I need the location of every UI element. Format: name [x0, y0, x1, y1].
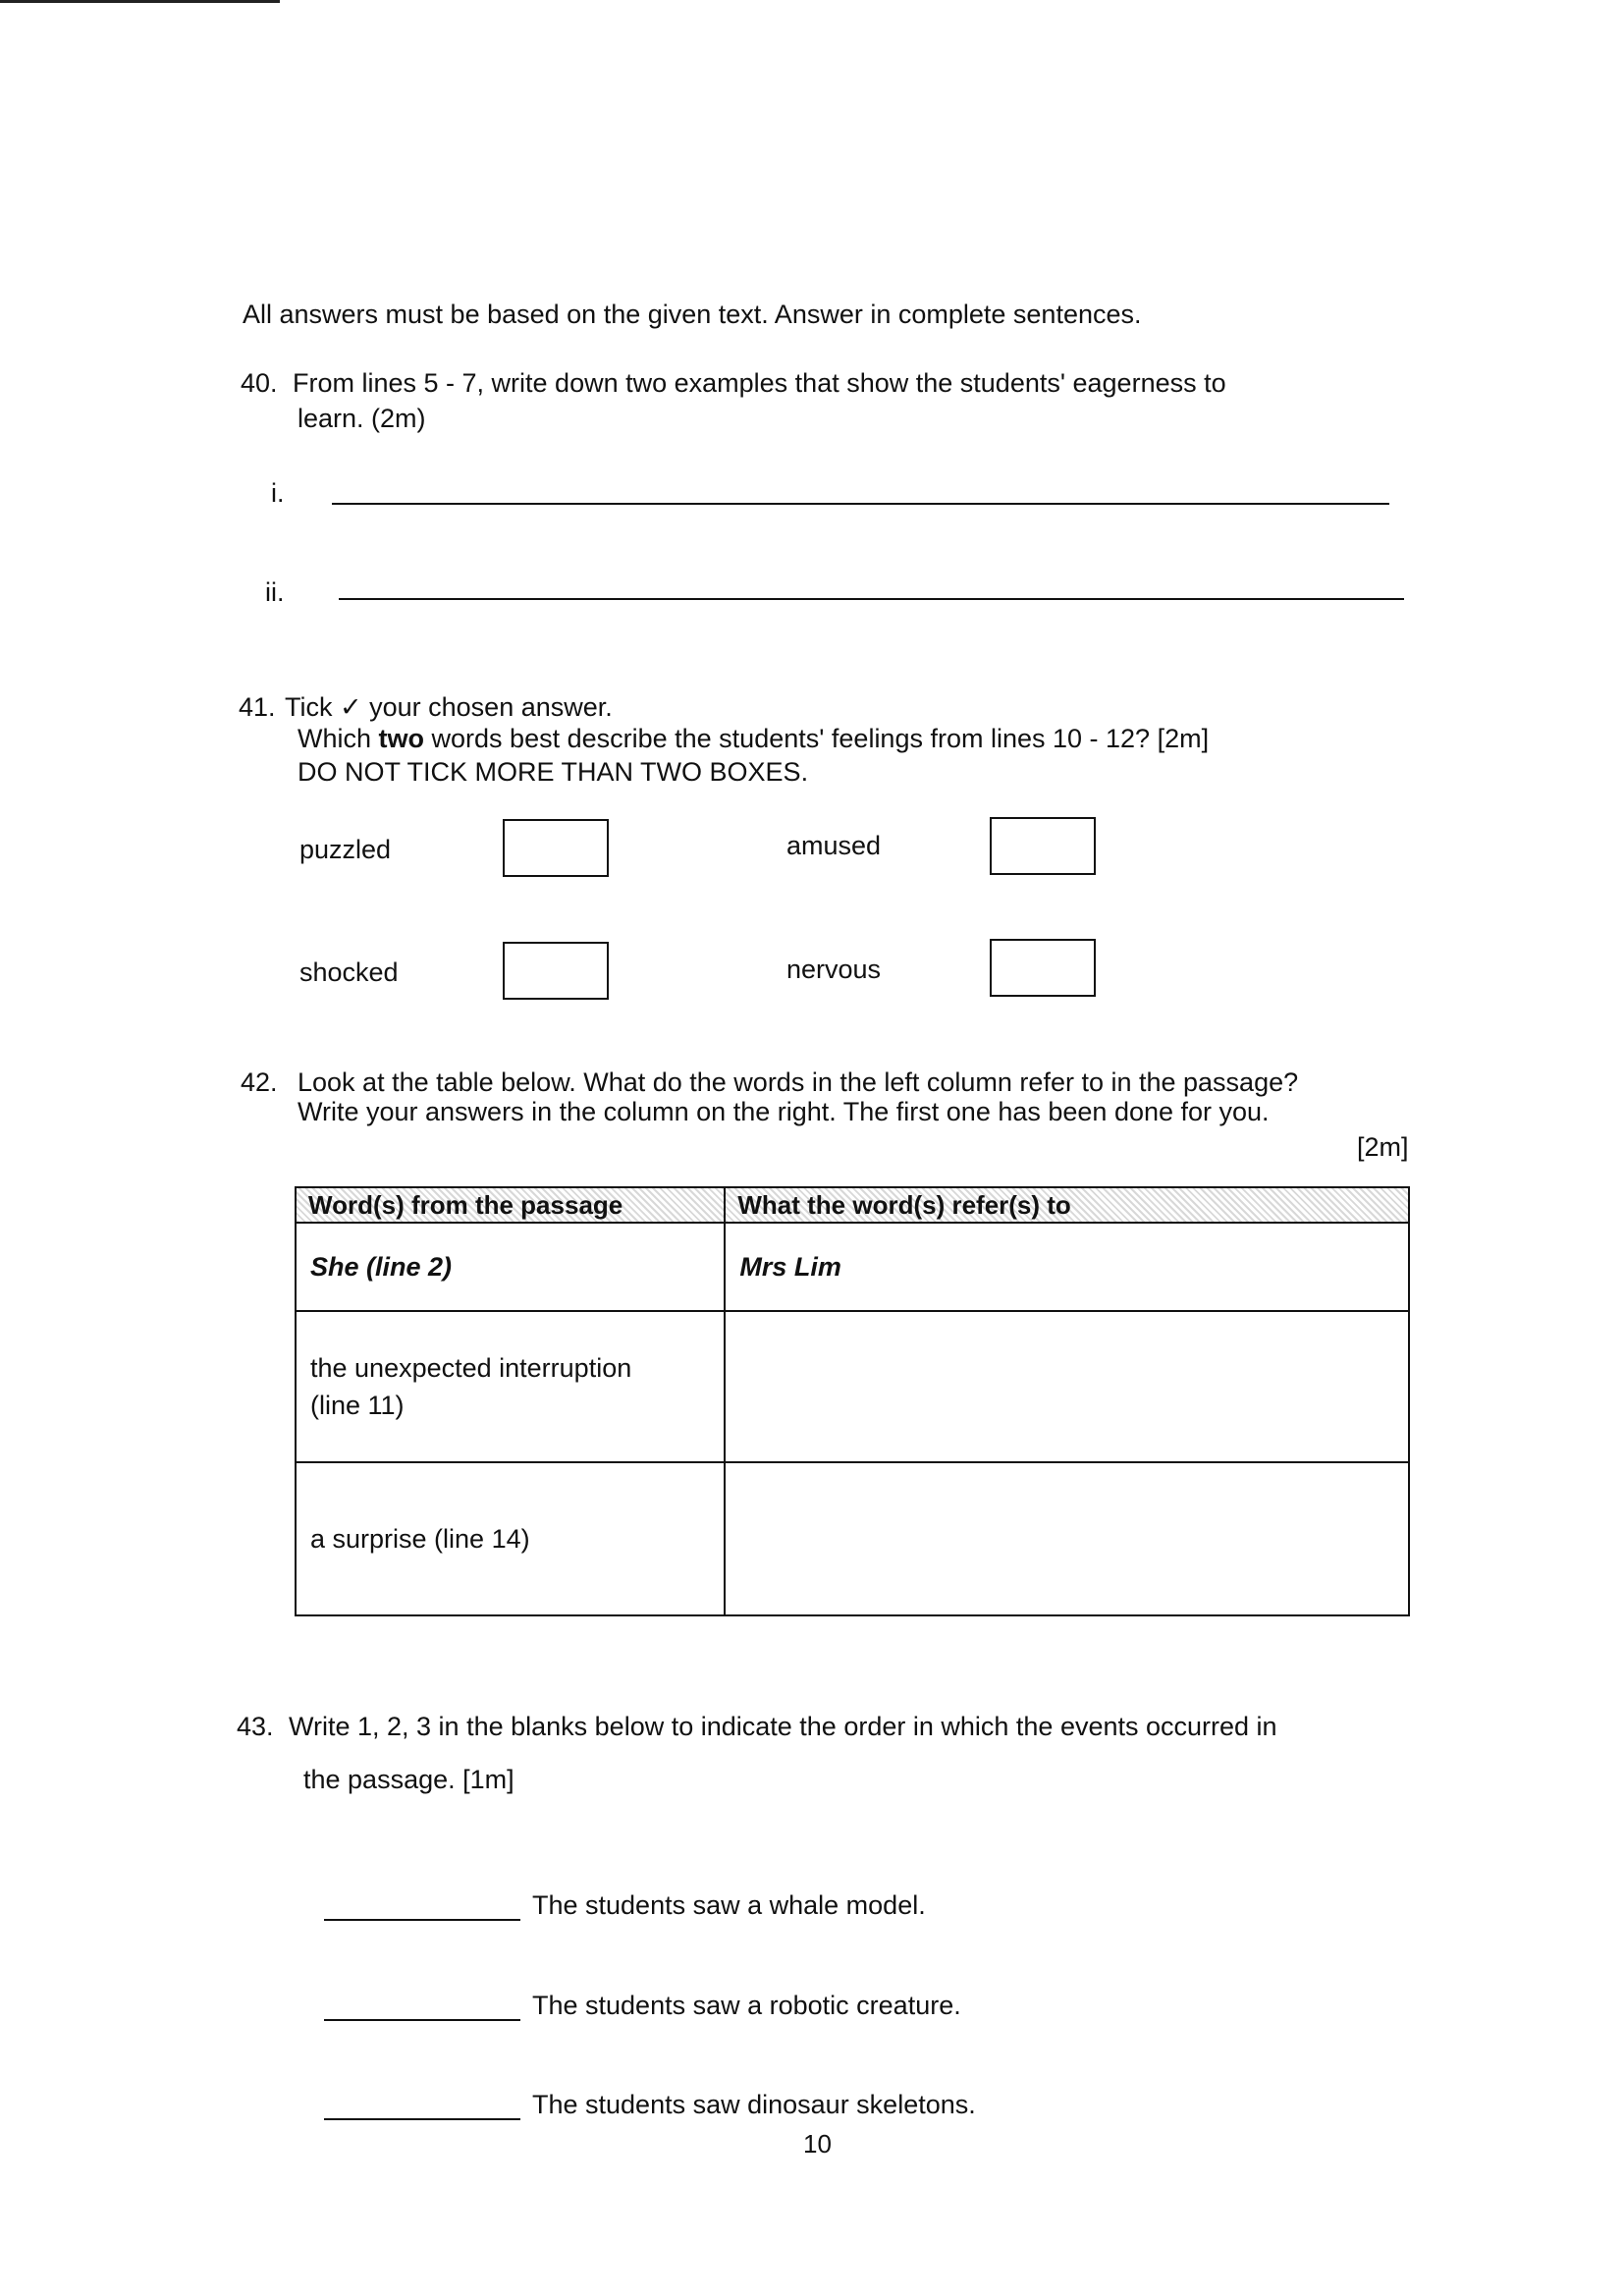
tickbox-shocked[interactable]: [503, 942, 609, 1000]
event-text: The students saw dinosaur skeletons.: [532, 2090, 976, 2119]
q41-line2-after: words best describe the students' feelings from lines 10 - 12? [2m]: [424, 724, 1210, 753]
option-label-nervous: nervous: [786, 955, 882, 984]
table-row: [296, 1223, 1409, 1311]
table-header-refers: What the word(s) refer(s) to: [725, 1187, 1409, 1223]
q40-answer-label-i: i.: [271, 478, 285, 508]
table-cell-answer[interactable]: [725, 1311, 1409, 1462]
q41-line1: Tick ✓ your chosen answer.: [285, 692, 613, 722]
table-cell-word-line1: the unexpected interruption: [310, 1353, 632, 1383]
q40-text-line1: From lines 5 - 7, write down two examples that show the students' eagerness to: [293, 368, 1226, 398]
q42-line1: Look at the table below. What do the words in the left column refer to in the passage?: [298, 1067, 1299, 1097]
q40-answer-line-i[interactable]: [332, 503, 1389, 505]
table-cell-answer[interactable]: [725, 1462, 1409, 1615]
q40-answer-label-ii: ii.: [265, 577, 285, 607]
order-blank-3[interactable]: [324, 2118, 520, 2120]
table-header-row: [296, 1187, 1409, 1223]
option-label-amused: amused: [786, 831, 882, 860]
q40-answer-line-ii[interactable]: [339, 598, 1404, 600]
table-header-word: Word(s) from the passage: [296, 1187, 725, 1223]
table-cell-word: She (line 2): [296, 1223, 725, 1311]
table-cell-word-line2: (line 11): [310, 1391, 405, 1420]
q42-line2: Write your answers in the column on the right. The first one has been done for you.: [298, 1097, 1270, 1126]
tickbox-puzzled[interactable]: [503, 819, 609, 877]
order-blank-2[interactable]: [324, 2019, 520, 2021]
table-cell-refers: Mrs Lim: [725, 1223, 1409, 1311]
q42-number: 42.: [241, 1067, 278, 1097]
reference-table: [295, 1186, 1410, 1616]
event-text: The students saw a whale model.: [532, 1890, 926, 1920]
option-label-shocked: shocked: [299, 957, 399, 987]
q41-number: 41.: [239, 692, 276, 722]
q43-number: 43.: [237, 1712, 274, 1741]
q41-line2-before: Which: [298, 724, 379, 753]
table-row: [296, 1462, 1409, 1615]
q40-number: 40.: [241, 368, 278, 398]
instructions: All answers must be based on the given text. Answer in complete sentences.: [243, 300, 1142, 329]
q43-line2: the passage. [1m]: [303, 1765, 514, 1794]
top-rule: [0, 0, 280, 3]
order-blank-1[interactable]: [324, 1919, 520, 1921]
q43-line1: Write 1, 2, 3 in the blanks below to indicate the order in which the events occurred in: [289, 1712, 1277, 1741]
q42-marks: [2m]: [1357, 1132, 1409, 1162]
tickbox-nervous[interactable]: [990, 939, 1096, 997]
page-number: 10: [803, 2129, 832, 2159]
q40-text-line2: learn. (2m): [298, 404, 426, 433]
event-text: The students saw a robotic creature.: [532, 1991, 961, 2020]
q41-line2: [298, 721, 1209, 756]
table-cell-word: [296, 1311, 725, 1462]
q41-line2-bold: two: [378, 724, 425, 753]
option-label-puzzled: puzzled: [299, 835, 392, 864]
table-row: [296, 1311, 1409, 1462]
tickbox-amused[interactable]: [990, 817, 1096, 875]
table-cell-word: a surprise (line 14): [296, 1462, 725, 1615]
q41-line3: DO NOT TICK MORE THAN TWO BOXES.: [298, 757, 809, 787]
